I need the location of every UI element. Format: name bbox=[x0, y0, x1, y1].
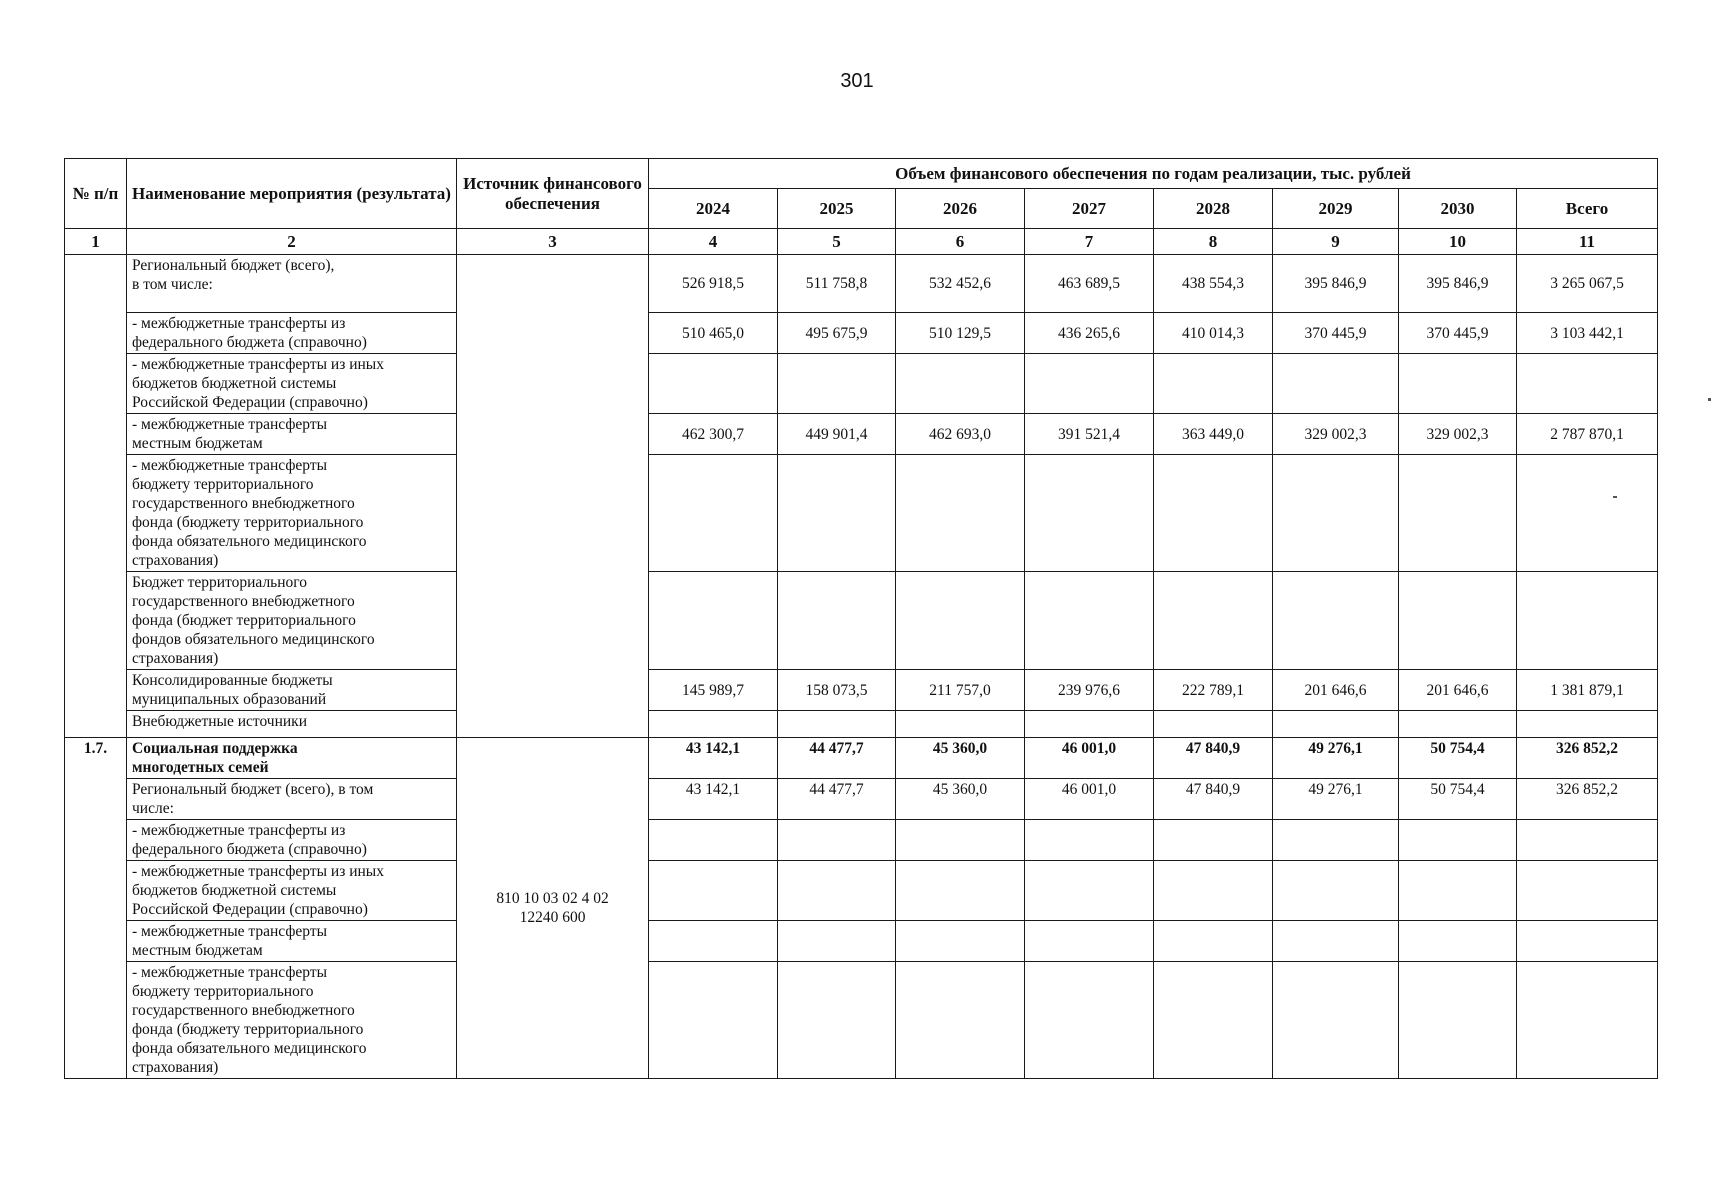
value-year bbox=[1025, 921, 1154, 962]
column-number: 6 bbox=[896, 229, 1025, 255]
value-year bbox=[896, 711, 1025, 738]
table-row bbox=[65, 711, 1658, 738]
measure-name bbox=[127, 354, 457, 414]
measure-name-line: фонда обязательного медицинского bbox=[132, 533, 367, 550]
measure-name-line: числе: bbox=[132, 800, 174, 817]
value-year: 43 142,1 bbox=[649, 779, 778, 820]
value-year: 462 693,0 bbox=[896, 414, 1025, 455]
value-year bbox=[896, 455, 1025, 572]
value-year: 391 521,4 bbox=[1025, 414, 1154, 455]
measure-name bbox=[127, 861, 457, 921]
value-year bbox=[1399, 572, 1517, 670]
value-year: 46 001,0 bbox=[1025, 779, 1154, 820]
table-body bbox=[65, 255, 1658, 1079]
value-total bbox=[1517, 861, 1658, 921]
value-year bbox=[1273, 572, 1399, 670]
table-row bbox=[65, 354, 1658, 414]
row-number bbox=[65, 255, 127, 738]
value-year bbox=[778, 711, 896, 738]
header-year: 2027 bbox=[1025, 189, 1154, 229]
value-year: 329 002,3 bbox=[1399, 414, 1517, 455]
value-year: 395 846,9 bbox=[1399, 255, 1517, 313]
measure-name-line: местным бюджетам bbox=[132, 435, 263, 452]
value-year bbox=[649, 711, 778, 738]
value-year bbox=[1025, 861, 1154, 921]
value-year: 463 689,5 bbox=[1025, 255, 1154, 313]
value-year bbox=[1273, 861, 1399, 921]
value-year: 47 840,9 bbox=[1154, 779, 1273, 820]
measure-name bbox=[127, 313, 457, 354]
measure-name-line: Внебюджетные источники bbox=[132, 713, 308, 730]
value-year bbox=[1025, 962, 1154, 1079]
margin-mark bbox=[1708, 398, 1711, 401]
value-year bbox=[896, 962, 1025, 1079]
table-row bbox=[65, 962, 1658, 1079]
value-year: 49 276,1 bbox=[1273, 738, 1399, 779]
value-year bbox=[1273, 354, 1399, 414]
table-row bbox=[65, 820, 1658, 861]
value-total: 3 265 067,5 bbox=[1517, 255, 1658, 313]
measure-name-line: Социальная поддержка bbox=[132, 740, 298, 757]
measure-name-line: - межбюджетные трансферты из bbox=[132, 315, 346, 332]
measure-name bbox=[127, 921, 457, 962]
table-row bbox=[65, 779, 1658, 820]
value-total bbox=[1517, 572, 1658, 670]
value-year bbox=[1154, 354, 1273, 414]
measure-name bbox=[127, 455, 457, 572]
measure-name bbox=[127, 255, 457, 313]
value-year: 436 265,6 bbox=[1025, 313, 1154, 354]
measure-name bbox=[127, 779, 457, 820]
measure-name-line: местным бюджетам bbox=[132, 942, 263, 959]
value-year bbox=[778, 820, 896, 861]
value-year: 510 465,0 bbox=[649, 313, 778, 354]
measure-name-line: - межбюджетные трансферты из bbox=[132, 822, 346, 839]
value-year bbox=[1154, 455, 1273, 572]
value-year bbox=[649, 572, 778, 670]
measure-name-line: страхования) bbox=[132, 650, 219, 667]
row-number: 1.7. bbox=[65, 738, 127, 1079]
value-year: 158 073,5 bbox=[778, 670, 896, 711]
column-number: 8 bbox=[1154, 229, 1273, 255]
value-total: 326 852,2 bbox=[1517, 779, 1658, 820]
value-year: 363 449,0 bbox=[1154, 414, 1273, 455]
value-year bbox=[896, 861, 1025, 921]
value-total bbox=[1517, 921, 1658, 962]
table-row bbox=[65, 572, 1658, 670]
measure-name-line: Российской Федерации (справочно) bbox=[132, 901, 368, 918]
value-year bbox=[1399, 861, 1517, 921]
value-total bbox=[1517, 354, 1658, 414]
value-year bbox=[778, 861, 896, 921]
value-year: 47 840,9 bbox=[1154, 738, 1273, 779]
measure-name-line: многодетных семей bbox=[132, 759, 269, 776]
column-number: 7 bbox=[1025, 229, 1154, 255]
value-total bbox=[1517, 711, 1658, 738]
value-year: 370 445,9 bbox=[1273, 313, 1399, 354]
value-year bbox=[1154, 572, 1273, 670]
table-row bbox=[65, 414, 1658, 455]
value-year bbox=[1154, 861, 1273, 921]
header-year: 2025 bbox=[778, 189, 896, 229]
measure-name-line: бюджетов бюджетной системы bbox=[132, 882, 337, 899]
measure-name-line: государственного внебюджетного bbox=[132, 495, 355, 512]
value-year bbox=[649, 921, 778, 962]
measure-name-line: - межбюджетные трансферты из иных bbox=[132, 863, 384, 880]
measure-name-line: бюджету территориального bbox=[132, 983, 314, 1000]
header-volume: Объем финансового обеспечения по годам реализации, тыс. рублей bbox=[649, 159, 1658, 189]
measure-name-line: бюджету территориального bbox=[132, 476, 314, 493]
value-year bbox=[649, 455, 778, 572]
table-row bbox=[65, 455, 1658, 572]
table-row bbox=[65, 921, 1658, 962]
value-year bbox=[1399, 455, 1517, 572]
measure-name bbox=[127, 572, 457, 670]
value-year: 449 901,4 bbox=[778, 414, 896, 455]
measure-name-line: государственного внебюджетного bbox=[132, 1002, 355, 1019]
value-year: 495 675,9 bbox=[778, 313, 896, 354]
value-year bbox=[1154, 711, 1273, 738]
measure-name-line: государственного внебюджетного bbox=[132, 593, 355, 610]
value-year bbox=[1273, 820, 1399, 861]
value-year: 462 300,7 bbox=[649, 414, 778, 455]
value-year bbox=[896, 921, 1025, 962]
value-year bbox=[1399, 962, 1517, 1079]
measure-name-line: муниципальных образований bbox=[132, 691, 327, 708]
measure-name bbox=[127, 711, 457, 738]
value-year bbox=[1025, 820, 1154, 861]
value-total bbox=[1517, 820, 1658, 861]
table-row bbox=[65, 738, 1658, 779]
value-year bbox=[649, 962, 778, 1079]
measure-name bbox=[127, 962, 457, 1079]
value-year: 145 989,7 bbox=[649, 670, 778, 711]
header-year: 2028 bbox=[1154, 189, 1273, 229]
value-year bbox=[1154, 962, 1273, 1079]
measure-name-line: фонда (бюджету территориального bbox=[132, 1021, 364, 1038]
value-year: 49 276,1 bbox=[1273, 779, 1399, 820]
value-total: 3 103 442,1 bbox=[1517, 313, 1658, 354]
value-year bbox=[1273, 921, 1399, 962]
value-year bbox=[1399, 921, 1517, 962]
column-number: 9 bbox=[1273, 229, 1399, 255]
measure-name-line: федерального бюджета (справочно) bbox=[132, 841, 367, 858]
value-total: 326 852,2 bbox=[1517, 738, 1658, 779]
value-year: 201 646,6 bbox=[1273, 670, 1399, 711]
value-year: 438 554,3 bbox=[1154, 255, 1273, 313]
measure-name bbox=[127, 738, 457, 779]
measure-name-line: Российской Федерации (справочно) bbox=[132, 394, 368, 411]
value-year bbox=[1154, 820, 1273, 861]
value-year bbox=[649, 861, 778, 921]
value-year: 44 477,7 bbox=[778, 738, 896, 779]
value-year bbox=[1025, 455, 1154, 572]
value-total: 2 787 870,1 bbox=[1517, 414, 1658, 455]
measure-name-line: фонда (бюджету территориального bbox=[132, 514, 364, 531]
value-year: 239 976,6 bbox=[1025, 670, 1154, 711]
measure-name-line: страхования) bbox=[132, 1059, 219, 1076]
header-year: 2029 bbox=[1273, 189, 1399, 229]
measure-name bbox=[127, 820, 457, 861]
measure-name-line: фонда обязательного медицинского bbox=[132, 1040, 367, 1057]
value-total bbox=[1517, 962, 1658, 1079]
measure-name-line: - межбюджетные трансферты из иных bbox=[132, 356, 384, 373]
column-number: 10 bbox=[1399, 229, 1517, 255]
header-year: 2026 bbox=[896, 189, 1025, 229]
measure-name-line: - межбюджетные трансферты bbox=[132, 964, 328, 981]
value-year: 44 477,7 bbox=[778, 779, 896, 820]
value-year bbox=[649, 354, 778, 414]
value-year: 329 002,3 bbox=[1273, 414, 1399, 455]
value-year: 222 789,1 bbox=[1154, 670, 1273, 711]
table-row bbox=[65, 670, 1658, 711]
value-year bbox=[778, 572, 896, 670]
measure-name bbox=[127, 414, 457, 455]
page-number: 301 bbox=[840, 70, 874, 92]
measure-name-line: фондов обязательного медицинского bbox=[132, 631, 375, 648]
value-year bbox=[896, 820, 1025, 861]
column-number: 11 bbox=[1517, 229, 1658, 255]
measure-name-line: фонда (бюджет территориального bbox=[132, 612, 356, 629]
header-name: Наименование мероприятия (результата) bbox=[127, 159, 457, 229]
table-row bbox=[65, 313, 1658, 354]
value-year: 211 757,0 bbox=[896, 670, 1025, 711]
funding-source bbox=[457, 255, 649, 738]
value-year: 45 360,0 bbox=[896, 779, 1025, 820]
measure-name-line: Бюджет территориального bbox=[132, 574, 308, 591]
value-year bbox=[1273, 711, 1399, 738]
header-year: Всего bbox=[1517, 189, 1658, 229]
header-year: 2024 bbox=[649, 189, 778, 229]
header-source: Источник финансового обеспечения bbox=[457, 159, 649, 229]
value-year bbox=[1399, 354, 1517, 414]
table-row bbox=[65, 255, 1658, 313]
value-year: 50 754,4 bbox=[1399, 738, 1517, 779]
value-total bbox=[1517, 455, 1658, 572]
value-year bbox=[778, 455, 896, 572]
value-year bbox=[1025, 354, 1154, 414]
value-year bbox=[896, 572, 1025, 670]
measure-name-line: - межбюджетные трансферты bbox=[132, 923, 328, 940]
value-year: 50 754,4 bbox=[1399, 779, 1517, 820]
column-number: 5 bbox=[778, 229, 896, 255]
value-year bbox=[778, 921, 896, 962]
value-year: 395 846,9 bbox=[1273, 255, 1399, 313]
value-total: 1 381 879,1 bbox=[1517, 670, 1658, 711]
stray-dot bbox=[1613, 496, 1617, 498]
value-year bbox=[778, 962, 896, 1079]
value-year bbox=[1399, 711, 1517, 738]
measure-name-line: - межбюджетные трансферты bbox=[132, 416, 328, 433]
column-number: 4 bbox=[649, 229, 778, 255]
column-number: 1 bbox=[65, 229, 127, 255]
measure-name bbox=[127, 670, 457, 711]
measure-name-line: в том числе: bbox=[132, 276, 213, 293]
value-year: 45 360,0 bbox=[896, 738, 1025, 779]
value-year bbox=[778, 354, 896, 414]
header-year: 2030 bbox=[1399, 189, 1517, 229]
header-num: № п/п bbox=[65, 159, 127, 229]
value-year: 532 452,6 bbox=[896, 255, 1025, 313]
value-year bbox=[649, 820, 778, 861]
value-year bbox=[1399, 820, 1517, 861]
value-year bbox=[1154, 921, 1273, 962]
value-year: 511 758,8 bbox=[778, 255, 896, 313]
measure-name-line: Региональный бюджет (всего), в том bbox=[132, 781, 374, 798]
funding-source: 810 10 03 02 4 02 12240 600 bbox=[457, 738, 649, 1079]
measure-name-line: - межбюджетные трансферты bbox=[132, 457, 328, 474]
value-year bbox=[1025, 711, 1154, 738]
value-year: 410 014,3 bbox=[1154, 313, 1273, 354]
table-row bbox=[65, 861, 1658, 921]
value-year bbox=[1273, 455, 1399, 572]
value-year: 370 445,9 bbox=[1399, 313, 1517, 354]
column-number: 2 bbox=[127, 229, 457, 255]
measure-name-line: страхования) bbox=[132, 552, 219, 569]
column-number: 3 bbox=[457, 229, 649, 255]
value-year: 526 918,5 bbox=[649, 255, 778, 313]
value-year bbox=[896, 354, 1025, 414]
value-year: 201 646,6 bbox=[1399, 670, 1517, 711]
value-year bbox=[1025, 572, 1154, 670]
value-year: 510 129,5 bbox=[896, 313, 1025, 354]
table-header bbox=[65, 159, 1658, 255]
value-year bbox=[1273, 962, 1399, 1079]
financing-table bbox=[64, 158, 1658, 1079]
measure-name-line: Региональный бюджет (всего), bbox=[132, 257, 335, 274]
value-year: 46 001,0 bbox=[1025, 738, 1154, 779]
measure-name-line: Консолидированные бюджеты bbox=[132, 672, 333, 689]
measure-name-line: бюджетов бюджетной системы bbox=[132, 375, 337, 392]
value-year: 43 142,1 bbox=[649, 738, 778, 779]
measure-name-line: федерального бюджета (справочно) bbox=[132, 334, 367, 351]
